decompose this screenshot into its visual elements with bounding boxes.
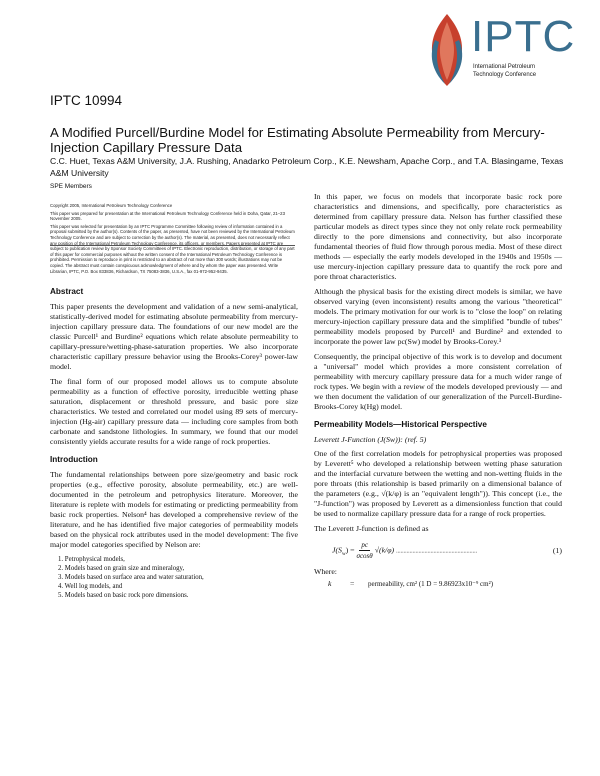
abstract-paragraph-1: This paper presents the development and validation of a new semi-analytical, statistically-derived model for estimating absolute permeability from mercury-injection capillary pressure data. The foundations of our new model are the classic Purcell¹ and Burdine² equations which relate absolute permeability to capillary-pressure/wetting-phase-saturation properties. We also incorporate characteristic capillary pressure behavior using the Brooks-Corey³ power-law model.	[50, 302, 298, 371]
leverett-subheading: Leverett J-Function (J(Sw)): (ref. 5)	[314, 435, 427, 444]
historical-perspective-heading: Permeability Models—Historical Perspective	[314, 420, 487, 429]
variable-definition-row	[314, 579, 562, 589]
left-column	[50, 287, 298, 600]
variable-equals: =	[350, 579, 355, 588]
copyright-divider	[50, 245, 295, 246]
iptc-logo	[425, 10, 576, 90]
iptc-logo-subtitle: International Petroleum Technology Conference	[473, 64, 537, 78]
conference-line: This paper was prepared for presentation at the International Petroleum Technology Conference held in Doha, Qatar, 21–23 November 2005.	[50, 210, 285, 222]
equation-leader-dots: ......................................................	[396, 548, 478, 555]
variable-definition: permeability, cm² (1 D = 9.86923x10⁻⁹ cm²)	[368, 580, 494, 588]
introduction-paragraph: The fundamental relationships between pore size/geometry and basic rock properties (e.g., effective porosity, absolute permeability, etc.) are well-documented in the petroleum and petrophysics literature. Moreover, the literature is replete with models for estimating or predicting permeability from basic rock properties. Nelson⁴ has developed a comprehensive review of the literature, and he has identified five major categories of permeability models based on the physical rock attributes used in the model development: The five major model categories specified by Nelson are:	[50, 470, 298, 549]
equation-number: (1)	[552, 545, 562, 555]
copyright-line: Copyright 2005, International Petroleum Technology Conference	[50, 203, 173, 208]
body-paragraph-2: Although the physical basis for the existing direct models is similar, we have observed varying (even inconsistent) results among the various "theoretical" models. The primary motivation for our work is to "close the loop" on relating mercury-injection capillary pressure data and the simplified "bundle of tubes" permeability models proposed by Purcell¹ and Burdine² and extended to incorporate the power law pc(Sw) model by Brooks-Corey.³	[314, 287, 562, 346]
spe-members-label: SPE Members	[50, 183, 92, 190]
list-item: 3. Models based on surface area and water saturation,	[58, 574, 204, 581]
right-column	[314, 192, 562, 589]
list-item: 1. Petrophysical models,	[58, 556, 125, 563]
equation-1	[314, 540, 562, 561]
list-item: 4. Well log models, and	[58, 583, 123, 590]
iptc-logo-text: IPTC	[471, 12, 576, 61]
list-item: 2. Models based on grain size and mineralogy,	[58, 565, 185, 572]
introduction-heading: Introduction	[50, 455, 98, 464]
author-list: C.C. Huet, Texas A&M University, J.A. Rushing, Anadarko Petroleum Corp., K.E. Newsham, Apache Corp., and T.A. Blasingame, Texas A&M University	[50, 156, 564, 178]
where-label: Where:	[314, 567, 337, 576]
review-disclaimer: This paper was selected for presentation by an IPTC Programme Committee following review of information contained in a proposal submitted by the author(s). Contents of the paper, as presented, have not been reviewed by the International Petroleum Technology Conference and are subject to correction by the author(s). The material, as presented, does not necessarily reflect any position of the International Petroleum Technology Conference, its officers, or members. Papers presented at IPTC are subject to publication review by Sponsor Society Committees of IPTC. Electronic reproduction, distribution, or storage of any part of this paper for commercial purposes without the written consent of the International Petroleum Technology Conference is prohibited. Permission to reproduce in print is restricted to an abstract of not more than 300 words; illustrations may not be copied. The abstract must contain conspicuous acknowledgment of where and by whom the paper was presented. Write Librarian, IPTC, P.O. Box 833836, Richardson, TX 75083-3836, U.S.A., fax 01-972-952-9435.	[50, 223, 295, 274]
paper-number: IPTC 10994	[50, 93, 123, 108]
abstract-paragraph-2: The final form of our proposed model allows us to compute absolute permeability as a function of effective porosity, irreducible wetting phase saturation, displacement or threshold pressure, and basic pore size characteristics. We tested and correlated our model using 89 sets of mercury-injection (Hg-air) capillary pressure data — including core samples from both carbonate and sandstone lithologies. In summary, we found that our model consistently yields accurate results for a wide range of rock properties.	[50, 377, 298, 446]
abstract-heading: Abstract	[50, 287, 84, 296]
equation-root: √(k/φ)	[374, 545, 395, 555]
variable-symbol: k	[328, 579, 332, 588]
iptc-logo-icon	[425, 10, 469, 90]
body-paragraph-1: In this paper, we focus on models that incorporate basic rock pore characteristics and dimensions, and specifically, pore characteristics as determined from capillary pressure data. Nelson has further classified these particular models as direct types since they not only relate rock permeability directly to the pore dimensions and connectivity, but also incorporate fundamental theories of fluid flow through porous media. Most of these direct methods — especially the early models developed in the 1940s and 1950s — use mercury-injection capillary pressure data to quantify the rock pore and pore throat characteristics.	[314, 192, 562, 281]
body-paragraph-5: The Leverett J-function is defined as	[314, 524, 429, 533]
model-category-list	[50, 555, 298, 600]
paper-title: A Modified Purcell/Burdine Model for Estimating Absolute Permeability from Mercury-Injection Capillary Pressure Data	[50, 125, 545, 155]
equation-body: $J(S_w)$ = $\frac{pc}{\sigma\cos\theta}$ √(k/φ) ......................................................	[332, 541, 478, 560]
body-paragraph-3: Consequently, the principal objective of this work is to develop and document a "universal" model which provides a more consistent correlation of permeability with mercury capillary pressure data for a much wider range of rock types. We begin with a review of the models developed previously — and we then document the validation of our generalization of the Purcell-Burdine-Brooks-Corey k(Hg) model.	[314, 352, 562, 411]
list-item: 5. Models based on basic rock pore dimensions.	[58, 592, 189, 599]
copyright-notice	[50, 203, 295, 276]
equation-fraction: $\frac{pc}{\sigma\cos\theta}$	[356, 541, 373, 560]
body-paragraph-4: One of the first correlation models for petrophysical properties was proposed by Leverett⁵ who developed a relationship between wetting phase saturation and the interfacial curvature between the wetting and non-wetting fluids in the pore throats (this relationship is based primarily on a dimensional balance of the parameters (e.g., √(k/φ) is an "equivalent length")). This concept (i.e., the "J-function") was proposed by Leverett as a dimensionless function that could be used to normalize capillary pressure data for a range of rock properties.	[314, 449, 562, 518]
